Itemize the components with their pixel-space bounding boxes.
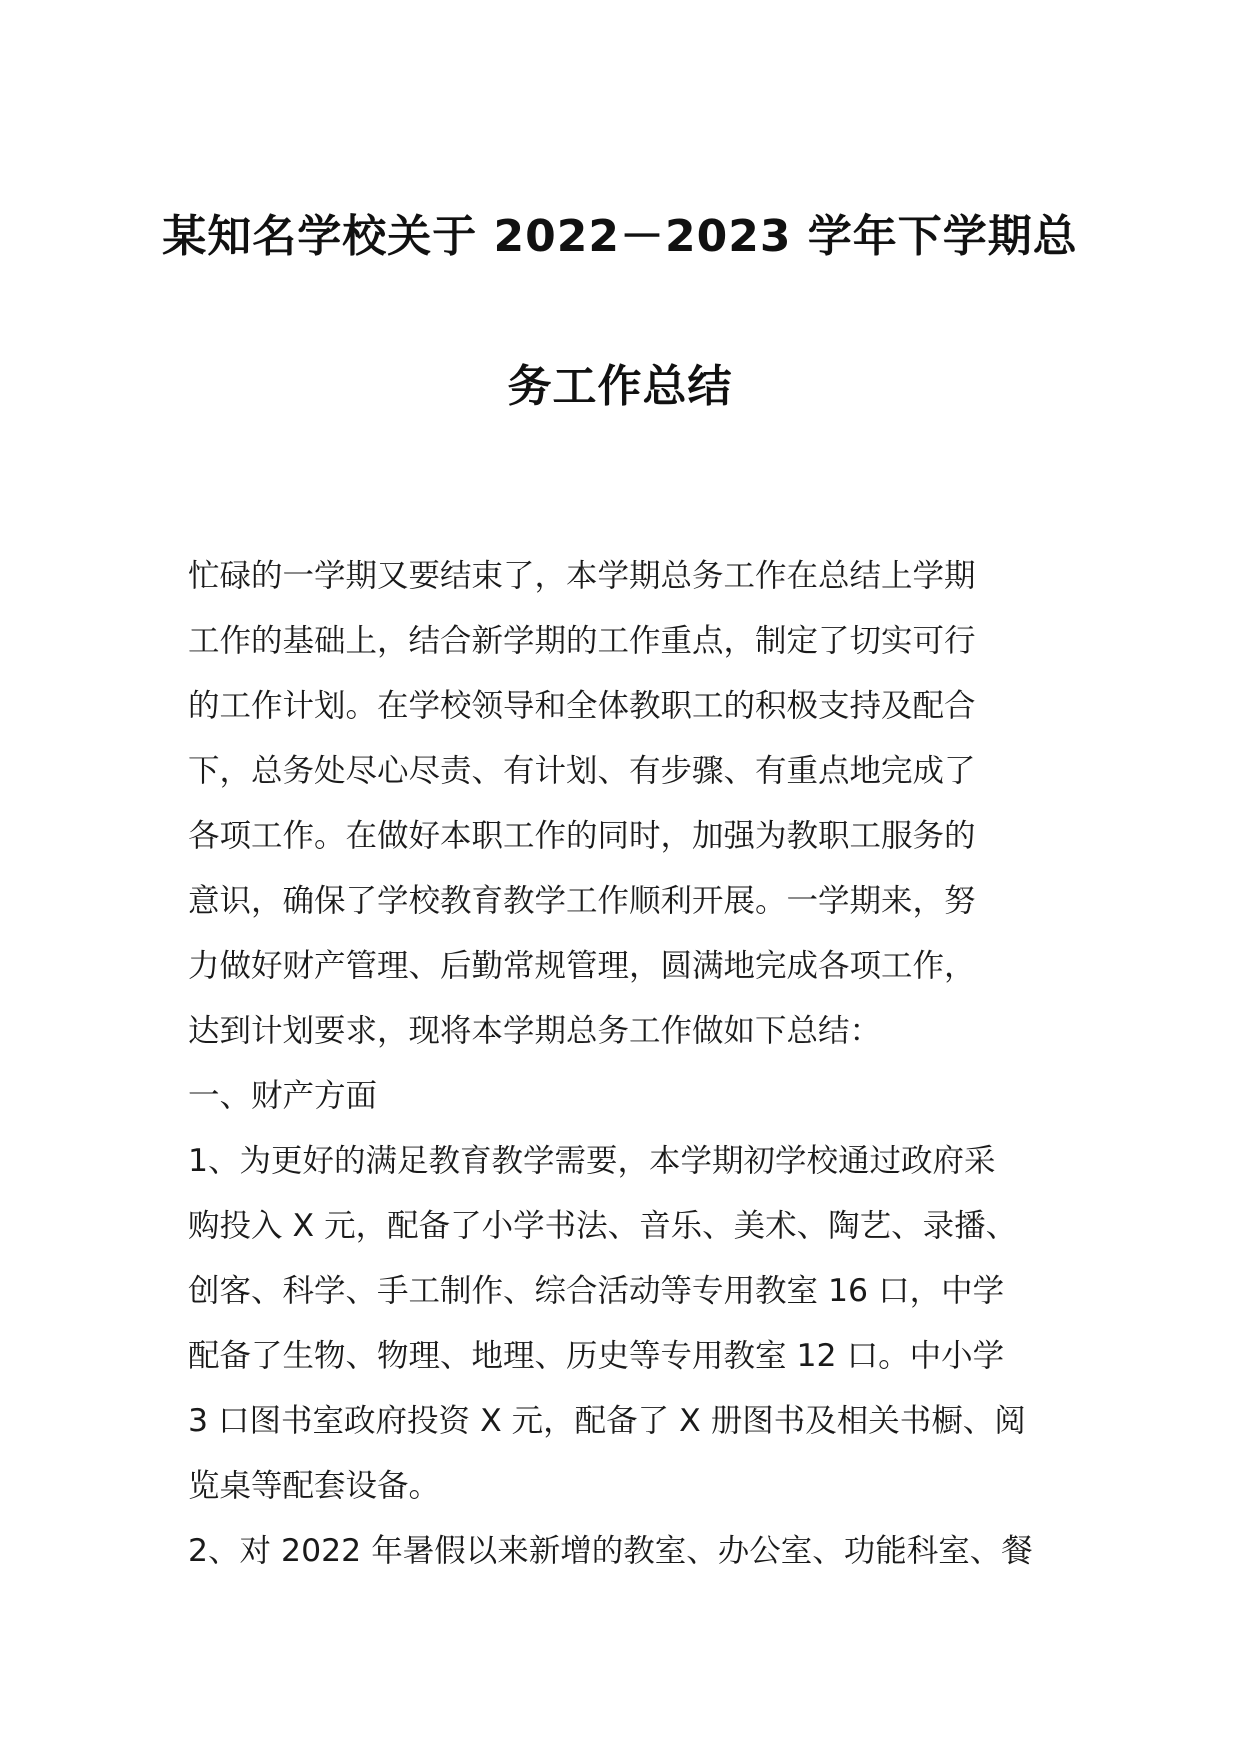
section-heading: 一、财产方面	[188, 1078, 378, 1114]
body-line: 览桌等配套设备。	[188, 1468, 441, 1504]
body-line: 3 口图书室政府投资 X 元，配备了 X 册图书及相关书橱、阅	[188, 1403, 1026, 1439]
body-line: 的工作计划。在学校领导和全体教职工的积极支持及配合	[188, 688, 976, 724]
body-line: 各项工作。在做好本职工作的同时，加强为教职工服务的	[188, 818, 976, 854]
body-line: 达到计划要求，现将本学期总务工作做如下总结：	[188, 1013, 882, 1049]
body-line: 1、为更好的满足教育教学需要，本学期初学校通过政府采	[188, 1143, 996, 1179]
body-line: 创客、科学、手工制作、综合活动等专用教室 16 口，中学	[188, 1273, 1005, 1309]
body-line: 力做好财产管理、后勤常规管理，圆满地完成各项工作，	[188, 948, 976, 984]
document-title-line-2: 务工作总结	[507, 361, 733, 412]
document-title-line-1: 某知名学校关于 2022－2023 学年下学期总	[162, 211, 1078, 262]
body-line: 购投入 X 元，配备了小学书法、音乐、美术、陶艺、录播、	[188, 1208, 1018, 1244]
body-line: 工作的基础上，结合新学期的工作重点，制定了切实可行	[188, 623, 976, 659]
body-line: 2、对 2022 年暑假以来新增的教室、办公室、功能科室、餐	[188, 1533, 1033, 1569]
body-line: 下，总务处尽心尽责、有计划、有步骤、有重点地完成了	[188, 753, 976, 789]
body-line: 意识，确保了学校教育教学工作顺利开展。一学期来，努	[188, 883, 976, 919]
body-line: 忙碌的一学期又要结束了，本学期总务工作在总结上学期	[188, 558, 976, 594]
body-line: 配备了生物、物理、地理、历史等专用教室 12 口。中小学	[188, 1338, 1005, 1374]
